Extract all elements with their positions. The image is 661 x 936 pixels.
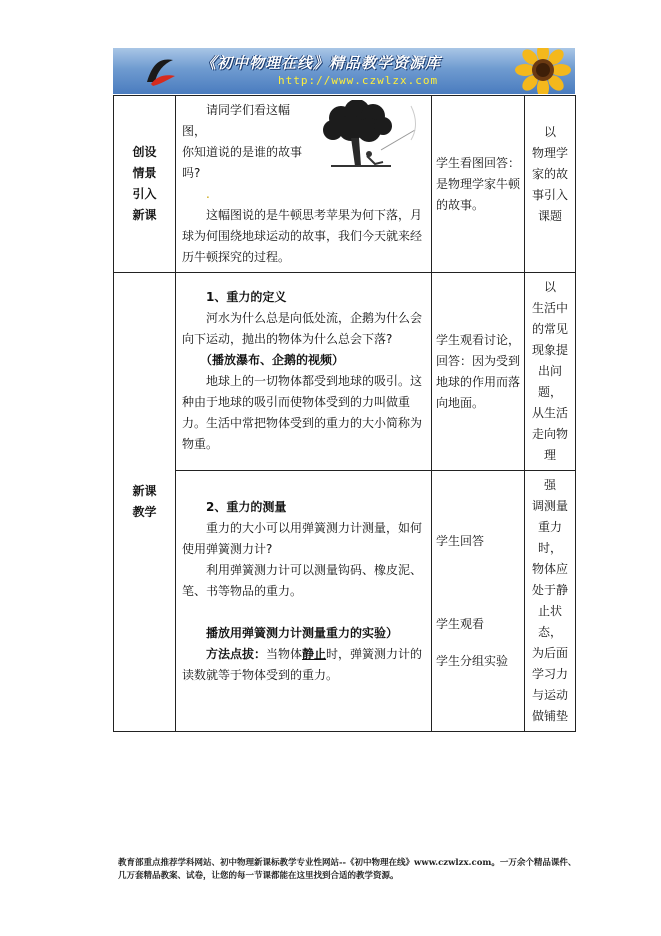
question-gravity: 河水为什么总是向低处流，企鹅为什么会向下运动，抛出的物体为什么总会下落? [182,311,423,346]
content-intro [176,96,432,273]
practice-spring-scale: 利用弹簧测力计可以测量钩码、橡皮泥、笔、书等物品的重力。 [182,563,423,598]
table-row-intro [114,96,576,273]
intent-gravity-measure: 强 调测量 重力时， 物体应 处于静 止状态， 为后面 学习力 与运动 做铺垫 [525,471,576,732]
intro-line-1: 请同学们看这幅图， [182,103,291,138]
heading-gravity-definition: 1、重力的定义 [206,290,287,304]
intent-gravity-definition: 以 生活中 的常见 现象提 出问题， 从生活 走向物 理 [525,273,576,471]
student-intro: 学生看图回答：是物理学家牛顿的故事。 [432,96,525,273]
sunflower-icon [507,48,571,94]
banner-url: http://www.czwlzx.com [278,74,439,87]
intent-intro: 以 物理学 家的故 事引入 课题 [525,96,576,273]
stage-new-lesson: 新课 教学 [114,273,176,732]
video-waterfall-penguin: （播放瀑布、企鹅的视频） [200,353,345,367]
question-spring-scale: 重力的大小可以用弹簧测力计测量，如何使用弹簧测力计? [182,521,423,556]
page-footer: 教育部重点推荐学科网站、初中物理新课标教学专业性网站--《初中物理在线》www.czwlzx.com。一万余个精品课件、几万套精品教案、试卷，让您的每一节课都能在这里找到合适的教学资源。 [118,858,577,881]
lesson-plan-table [113,95,576,732]
intro-line-3: 吗? [182,166,201,180]
site-banner [113,48,575,94]
content-gravity-measure [176,471,432,732]
newton-under-tree-icon [311,100,421,172]
intro-paragraph: 这幅图说的是牛顿思考苹果为何下落，月球为何围绕地球运动的故事，我们今天就来经历牛顿探究的过程。 [182,208,423,264]
table-row-gravity-measure [114,471,576,732]
heading-gravity-measure: 2、重力的测量 [206,500,287,514]
swoosh-logo-icon [143,54,177,88]
student-gravity-measure: 学生回答 学生观看 学生分组实验 [432,471,525,732]
banner-title: 《初中物理在线》精品教学资源库 [201,54,442,72]
intro-line-2: 你知道说的是谁的故事 [182,145,303,159]
content-gravity-definition [176,273,432,471]
video-spring-scale: 播放用弹簧测力计测量重力的实验） [206,626,399,640]
student-gravity-definition: 学生观看讨论，回答：因为受到地球的作用而落向地面。 [432,273,525,471]
intro-mark: . [206,187,210,201]
table-row-gravity-definition [114,273,576,471]
explanation-gravity: 地球上的一切物体都受到地球的吸引。这种由于地球的吸引而使物体受到的力叫做重力。生活中常把物体受到的重力的大小简称为物重。 [182,374,423,451]
stage-intro: 创设 情景 引入 新课 [114,96,176,273]
method-tip: 方法点拔：当物体静止时，弹簧测力计的读数就等于物体受到的重力。 [182,647,423,682]
